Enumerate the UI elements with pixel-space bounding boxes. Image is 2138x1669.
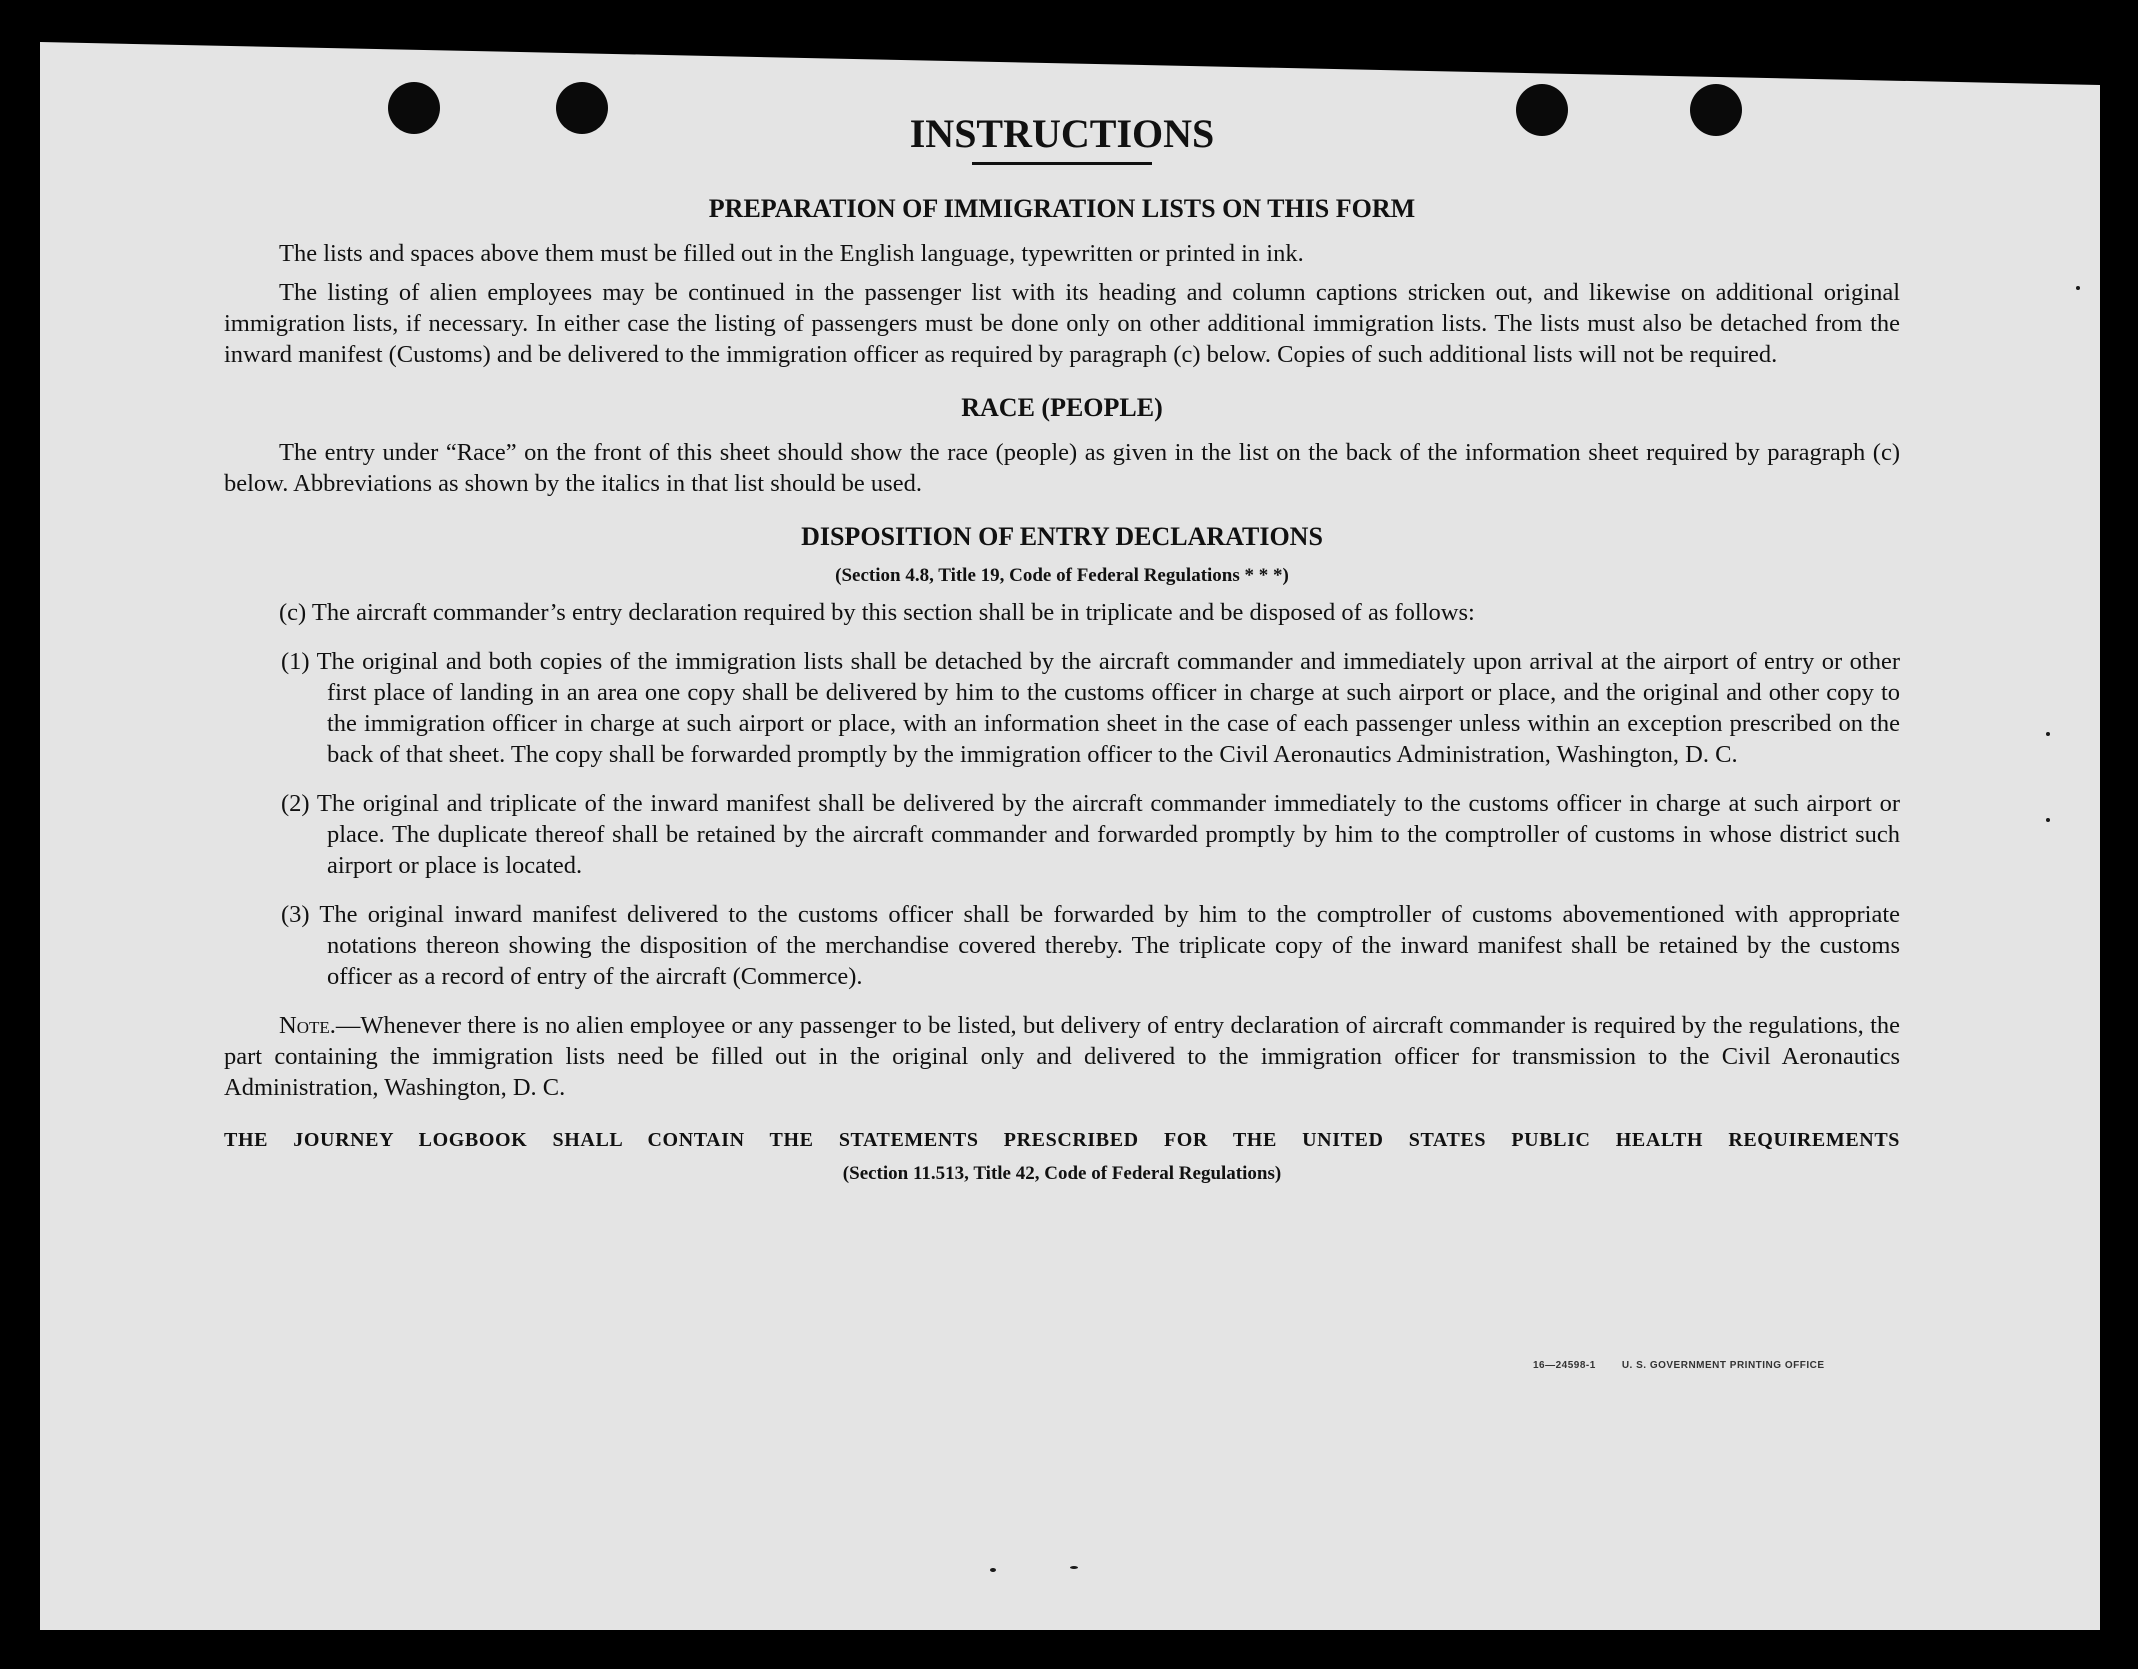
list-item: (1) The original and both copies of the immigration lists shall be detached by the aircraft commander and immediately upon arrival at the airport of entry or other first place of landing in an area one copy shall be delivered by him to the customs officer in charge at such airport or place, and the original and other copy to the immigration officer in charge at such airport or place, with an information sheet in the case of each passenger unless within an exception prescribed on the back of that sheet. The copy shall be forwarded promptly by the immigration officer to the Civil Aeronautics Administration, Washington, D. C. xyxy=(281,648,1900,768)
section-heading-race: RACE (PEOPLE) xyxy=(961,393,1163,422)
ink-speck xyxy=(1612,70,1616,74)
page-title: INSTRUCTIONS xyxy=(909,111,1215,156)
title-underline xyxy=(972,162,1152,165)
paragraph: The entry under “Race” on the front of this sheet should show the race (people) as given in the list on the back of the information sheet required by paragraph (c) below. Abbreviations as shown by the italics in that list should be used. xyxy=(224,439,1900,497)
note-text: —Whenever there is no alien employee or any passenger to be listed, but delivery of entry declaration of aircraft commander is required by the regulations, the part containing the immigration lists need be filled out in the original only and delivered to the immigration officer for transmission to the Civil Aeronautics Administration, Washington, D. C. xyxy=(224,1012,1900,1101)
ink-speck xyxy=(2046,818,2050,822)
note-paragraph xyxy=(224,1010,1900,1103)
ink-speck xyxy=(1540,65,1545,70)
printer-imprint xyxy=(1533,1360,1825,1371)
paragraph: The listing of alien employees may be continued in the passenger list with its heading and column captions stricken out, and likewise on additional original immigration lists, if necessary. In either case the listing of passengers must be done only on other additional immigration lists. The lists must also be detached from the inward manifest (Customs) and be delivered to the immigration officer as required by paragraph (c) below. Copies of such additional lists will not be required. xyxy=(224,279,1900,368)
ink-speck xyxy=(2046,732,2050,736)
health-requirements-citation: (Section 11.513, Title 42, Code of Federal Regulations) xyxy=(842,1163,1282,1184)
paragraph-c: (c) The aircraft commander’s entry declaration required by this section shall be in triplicate and be disposed of as follows: xyxy=(279,599,1475,626)
list-item: (2) The original and triplicate of the inward manifest shall be delivered by the aircraft commander immediately to the customs officer in charge at such airport or place. The duplicate thereof shall be retained by the aircraft commander and forwarded promptly by him to the comptroller of customs in whose district such airport or place is located. xyxy=(281,790,1900,879)
paragraph: The lists and spaces above them must be filled out in the English language, typewritten or printed in ink. xyxy=(279,240,1304,267)
note-label: Note. xyxy=(279,1012,336,1039)
ink-speck xyxy=(2076,286,2080,290)
ink-speck xyxy=(1070,1566,1078,1569)
health-requirements-statement: THE JOURNEY LOGBOOK SHALL CONTAIN THE STATEMENTS PRESCRIBED FOR THE UNITED STATES PUBLIC HEALTH REQUIREMENTS xyxy=(224,1129,1900,1151)
printer-name: U. S. GOVERNMENT PRINTING OFFICE xyxy=(1621,1360,1825,1371)
section-citation: (Section 4.8, Title 19, Code of Federal Regulations * * *) xyxy=(835,565,1289,586)
list-item: (3) The original inward manifest delivered to the customs officer shall be forwarded by him to the comptroller of customs abovementioned with appropriate notations thereon showing the disposition of the merchandise covered thereby. The triplicate copy of the inward manifest shall be retained by the customs officer as a record of entry of the aircraft (Commerce). xyxy=(281,901,1900,990)
ink-speck xyxy=(1618,58,1623,63)
section-heading-preparation: PREPARATION OF IMMIGRATION LISTS ON THIS FORM xyxy=(708,194,1416,223)
section-heading-disposition: DISPOSITION OF ENTRY DECLARATIONS xyxy=(801,522,1323,551)
form-number: 16—24598-1 xyxy=(1533,1360,1596,1371)
instructions-body xyxy=(224,110,1900,1189)
ink-speck xyxy=(990,1568,996,1572)
